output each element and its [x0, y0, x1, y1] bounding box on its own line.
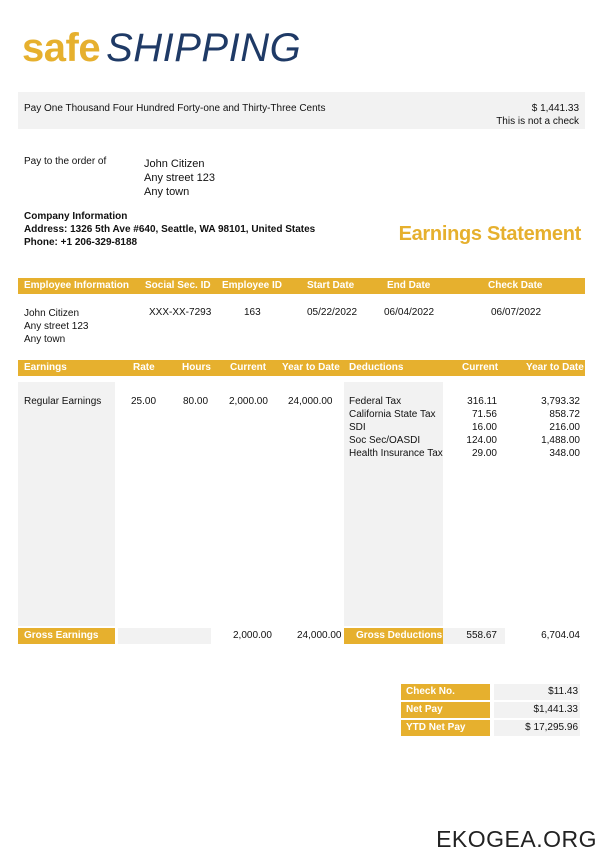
gross-earnings-ytd: 24,000.00: [297, 630, 342, 641]
header-ssn: Social Sec. ID: [145, 280, 211, 291]
earnings-name-column: [18, 382, 115, 626]
not-a-check-note: This is not a check: [496, 116, 579, 127]
deduction-current: 124.00: [466, 435, 497, 446]
earning-rate: 25.00: [131, 396, 157, 407]
company-phone: Phone: +1 206-329-8188: [24, 237, 138, 248]
amount-in-words: Pay One Thousand Four Hundred Forty-one and Thirty-Three Cents: [24, 103, 326, 114]
summary-value-check-no: $11.43: [494, 684, 580, 700]
header-earnings: Earnings: [24, 362, 67, 373]
deduction-current: 71.56: [471, 409, 497, 420]
end-date-value: 06/04/2022: [384, 307, 435, 318]
deduction-names: [349, 395, 443, 460]
deduction-name: Soc Sec/OASDI: [349, 435, 421, 446]
header-employee-id: Employee ID: [222, 280, 283, 291]
deduction-ytd: 348.00: [549, 448, 580, 459]
deduction-name: Health Insurance Tax: [349, 448, 443, 459]
employee-street: Any street 123: [24, 321, 89, 332]
ssn-value: XXX-XX-7293: [149, 307, 212, 318]
company-heading: Company Information: [24, 211, 128, 222]
statement-title: Earnings Statement: [398, 223, 581, 245]
logo-text-safe: safe: [22, 26, 101, 70]
deduction-name: Federal Tax: [349, 396, 402, 407]
gross-earnings-current: 2,000.00: [233, 630, 272, 641]
deduction-current: 29.00: [471, 448, 497, 459]
deduction-ytd: 3,793.32: [541, 396, 580, 407]
header-deductions-ytd: Year to Date: [526, 362, 584, 373]
payee-name: John Citizen: [144, 158, 205, 170]
header-deductions: Deductions: [349, 362, 404, 373]
deduction-current: 16.00: [471, 422, 497, 433]
header-end-date: End Date: [387, 280, 431, 291]
gross-earnings-label: Gross Earnings: [18, 628, 115, 644]
company-address: Address: 1326 5th Ave #640, Seattle, WA 98101, United States: [24, 224, 316, 235]
earning-ytd: 24,000.00: [288, 396, 333, 407]
earning-name: Regular Earnings: [24, 396, 102, 407]
company-info: [24, 210, 315, 249]
earning-current: 2,000.00: [229, 396, 268, 407]
deduction-ytd: 216.00: [549, 422, 580, 433]
header-current: Current: [230, 362, 267, 373]
deduction-current: 316.11: [467, 396, 497, 407]
gross-deductions-current: 558.67: [466, 630, 497, 641]
deduction-ytd: 858.72: [549, 409, 580, 420]
employee-lines: [24, 307, 88, 346]
summary-value-net-pay: $1,441.33: [494, 702, 580, 718]
check-date-value: 06/07/2022: [491, 307, 542, 318]
payee-block: [144, 157, 215, 199]
gross-deductions-label: Gross Deductions: [344, 628, 443, 644]
summary-label-ytd-net-pay: YTD Net Pay: [401, 720, 490, 736]
header-rate: Rate: [133, 362, 155, 373]
header-hours: Hours: [182, 362, 211, 373]
employee-name: John Citizen: [24, 308, 80, 319]
employee-town: Any town: [24, 334, 66, 345]
summary-label-net-pay: Net Pay: [401, 702, 490, 718]
company-logo: [22, 26, 301, 70]
deduction-ytd-values: [520, 395, 580, 460]
employee-table-header: [18, 278, 585, 294]
deduction-name: SDI: [349, 422, 366, 433]
logo-text-shipping: SHIPPING: [106, 26, 302, 70]
summary-label-check-no: Check No.: [401, 684, 490, 700]
employee-id-value: 163: [244, 307, 261, 318]
earnings-deductions-header: [18, 360, 585, 376]
payee-street: Any street 123: [144, 172, 215, 184]
header-check-date: Check Date: [488, 280, 543, 291]
watermark-text: EKOGEA.ORG: [436, 826, 597, 852]
deduction-ytd: 1,488.00: [541, 435, 580, 446]
check-amount: $ 1,441.33: [531, 103, 579, 114]
deduction-name: California State Tax: [349, 409, 436, 420]
header-start-date: Start Date: [307, 280, 355, 291]
header-year-to-date: Year to Date: [282, 362, 340, 373]
payee-town: Any town: [144, 186, 190, 198]
earning-hours: 80.00: [183, 396, 209, 407]
header-deductions-current: Current: [462, 362, 499, 373]
pay-to-label: Pay to the order of: [24, 156, 107, 167]
gross-deductions-ytd: 6,704.04: [541, 630, 580, 641]
check-amount-bar: [18, 92, 585, 129]
deduction-current-values: [450, 395, 497, 460]
start-date-value: 05/22/2022: [307, 307, 358, 318]
gross-earnings-empty-cell: [118, 628, 211, 644]
header-employee-info: Employee Information: [24, 280, 130, 291]
summary-value-ytd-net-pay: $ 17,295.96: [494, 720, 580, 736]
